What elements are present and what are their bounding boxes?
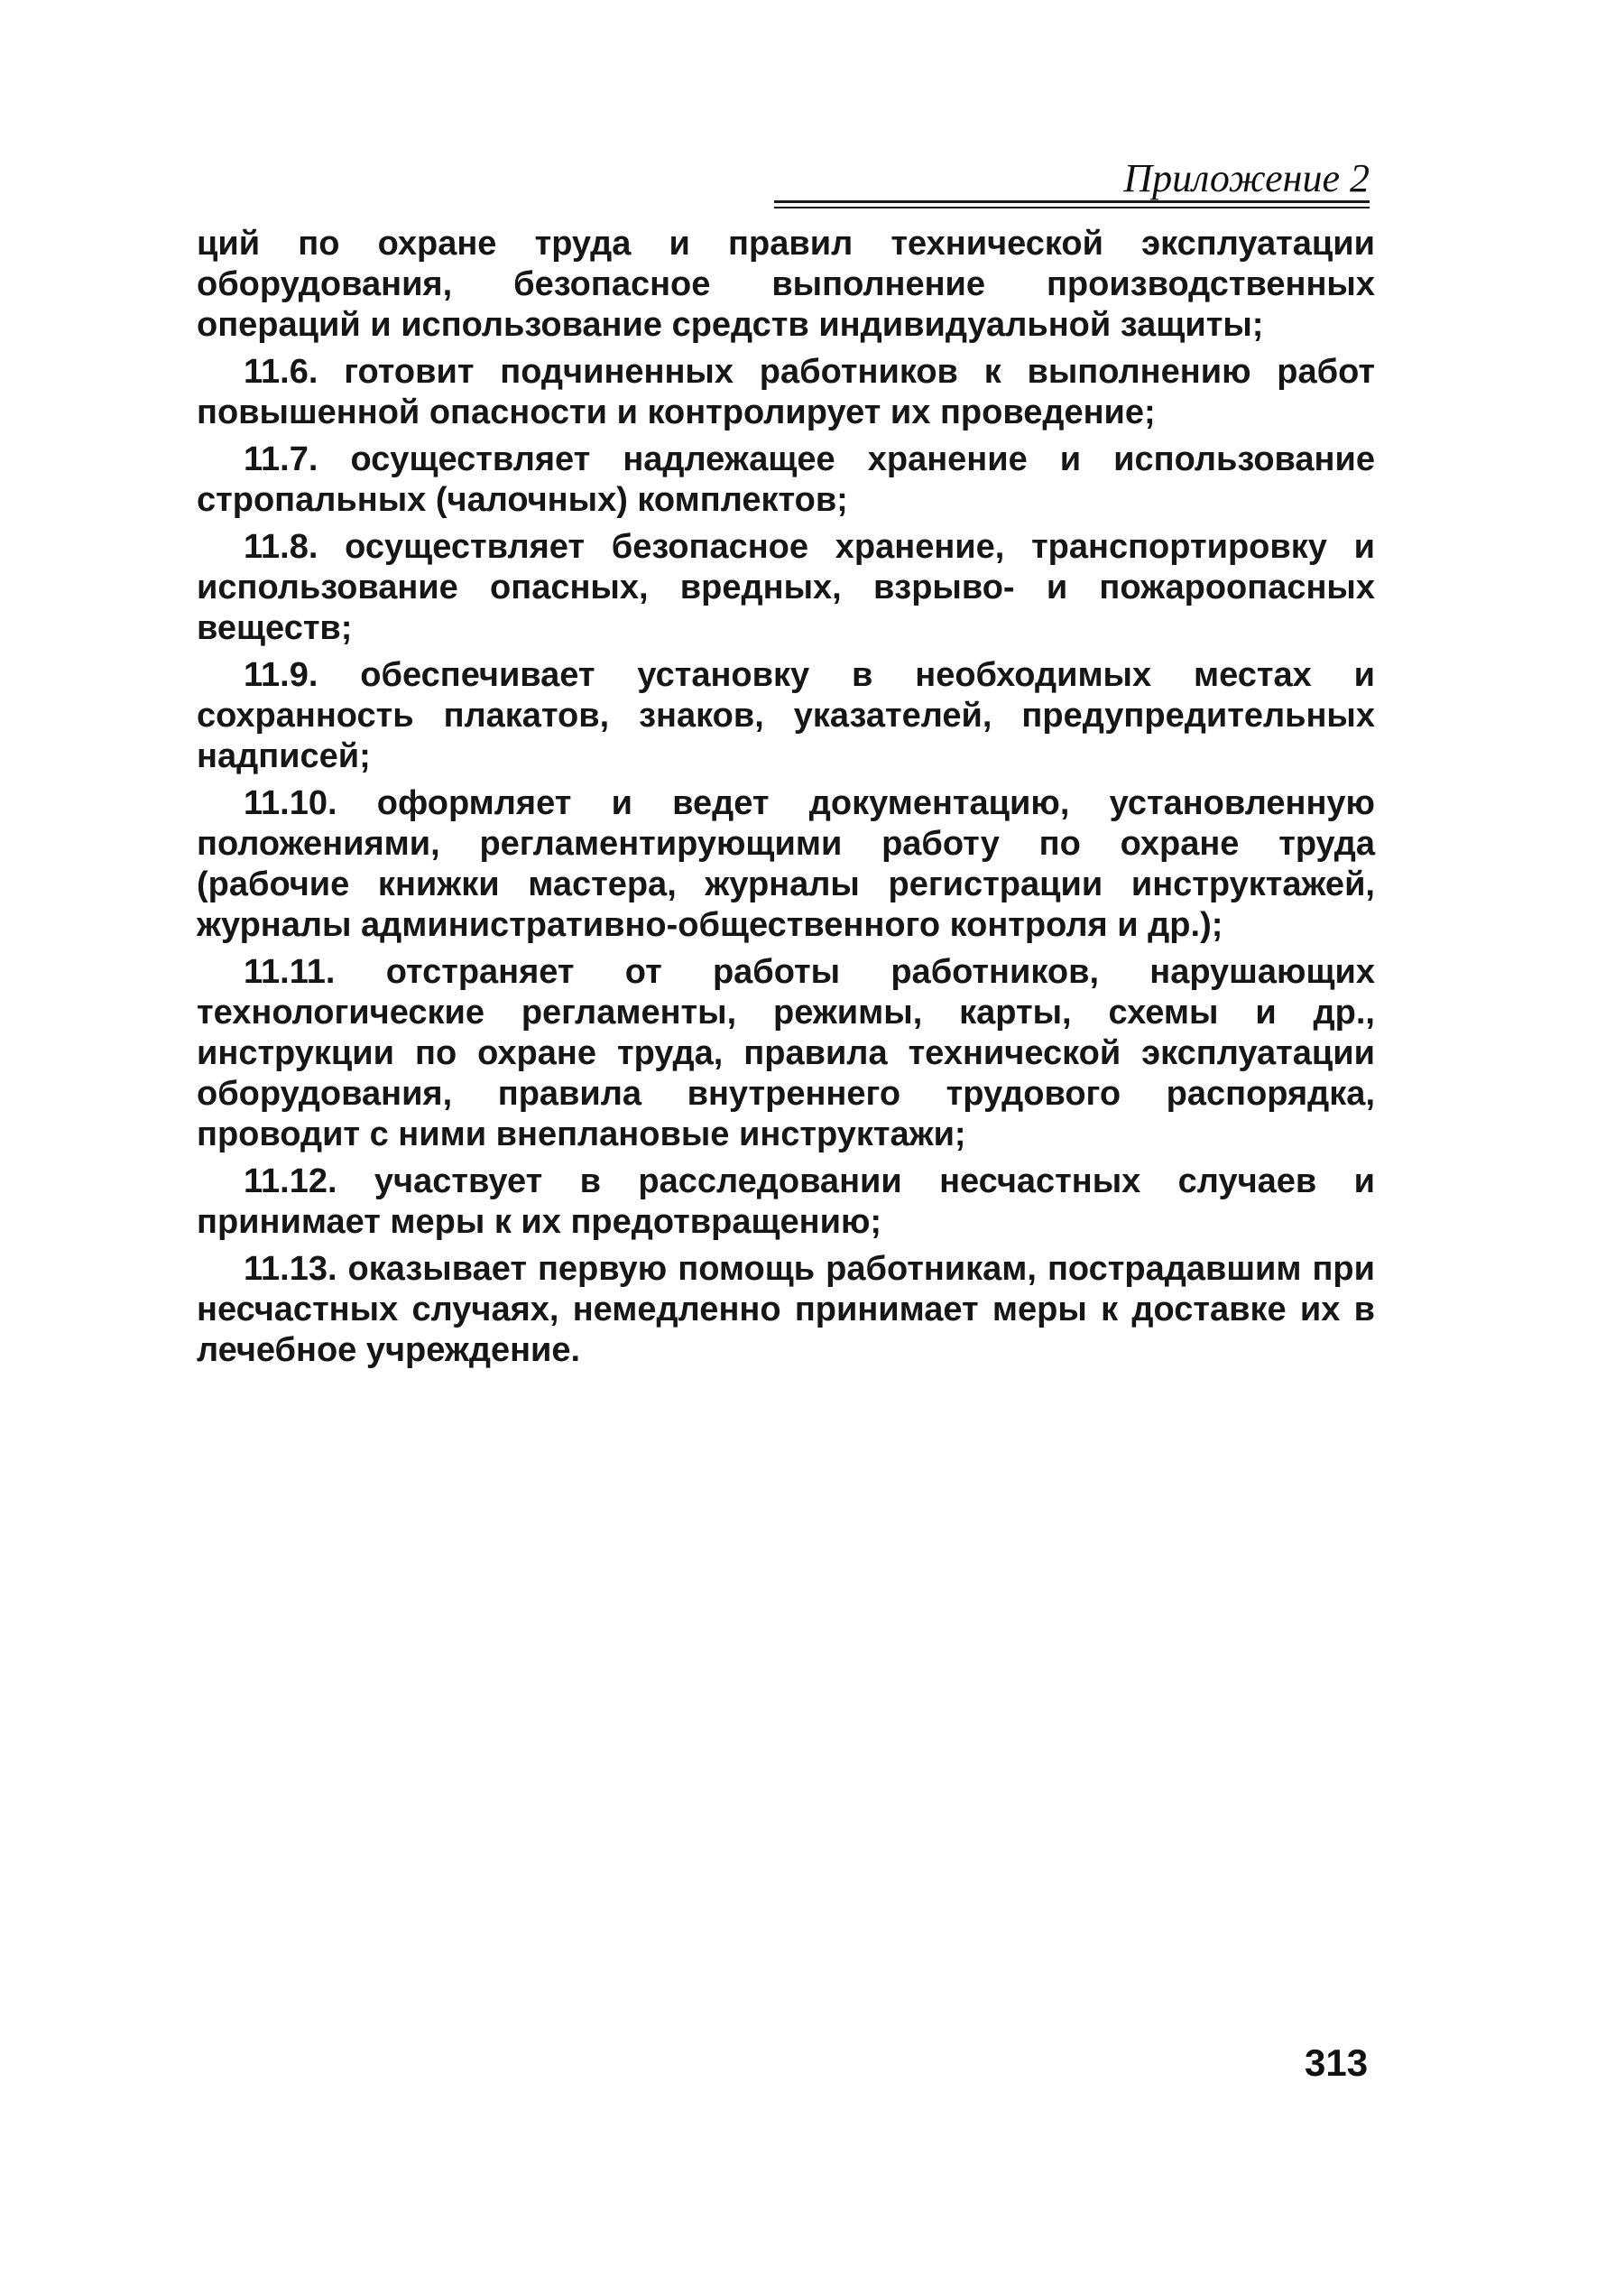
running-header-title: Приложение 2 bbox=[1123, 156, 1370, 200]
paragraph-11-11: 11.11. отстраняет от работы работников, нарушающих технологические регламенты, режимы, карты, схемы и др., инструкции по охране труда, правила технической эксплуатации оборудования, правила внутреннего трудового распорядка, проводит с ними внеплановые инструктажи; bbox=[197, 953, 1375, 1153]
paragraph-continuation: ций по охране труда и правил технической эксплуатации оборудования, безопасное выполнение производственных операций и использование средств индивидуальной защиты; bbox=[197, 225, 1375, 344]
paragraph-11-10: 11.10. оформляет и ведет документацию, установленную положениями, регламентирующими работу по охране труда (рабочие книжки мастера, журналы регистрации инструктажей, журналы административно-общественного контроля и др.); bbox=[197, 784, 1375, 944]
page-number: 313 bbox=[1305, 2041, 1369, 2084]
paragraph-11-7: 11.7. осуществляет надлежащее хранение и использование стропальных (чалочных) комплектов; bbox=[197, 440, 1375, 519]
paragraph-11-6: 11.6. готовит подчиненных работников к выполнению работ повышенной опасности и контролирует их проведение; bbox=[197, 353, 1375, 431]
paragraph-11-8: 11.8. осуществляет безопасное хранение, транспортировку и использование опасных, вредных, взрыво- и пожароопасных веществ; bbox=[197, 528, 1375, 647]
paragraph-11-9: 11.9. обеспечивает установку в необходимых местах и сохранность плакатов, знаков, указателей, предупредительных надписей; bbox=[197, 656, 1375, 775]
paragraph-11-12: 11.12. участвует в расследовании несчастных случаев и принимает меры к их предотвращению; bbox=[197, 1162, 1375, 1241]
header-rule bbox=[774, 200, 1370, 203]
paragraph-11-13: 11.13. оказывает первую помощь работникам, пострадавшим при несчастных случаях, немедленно принимает меры к доставке их в лечебное учреждение. bbox=[197, 1250, 1375, 1369]
body-text bbox=[197, 224, 1375, 1377]
header-rule-secondary bbox=[774, 207, 1370, 208]
